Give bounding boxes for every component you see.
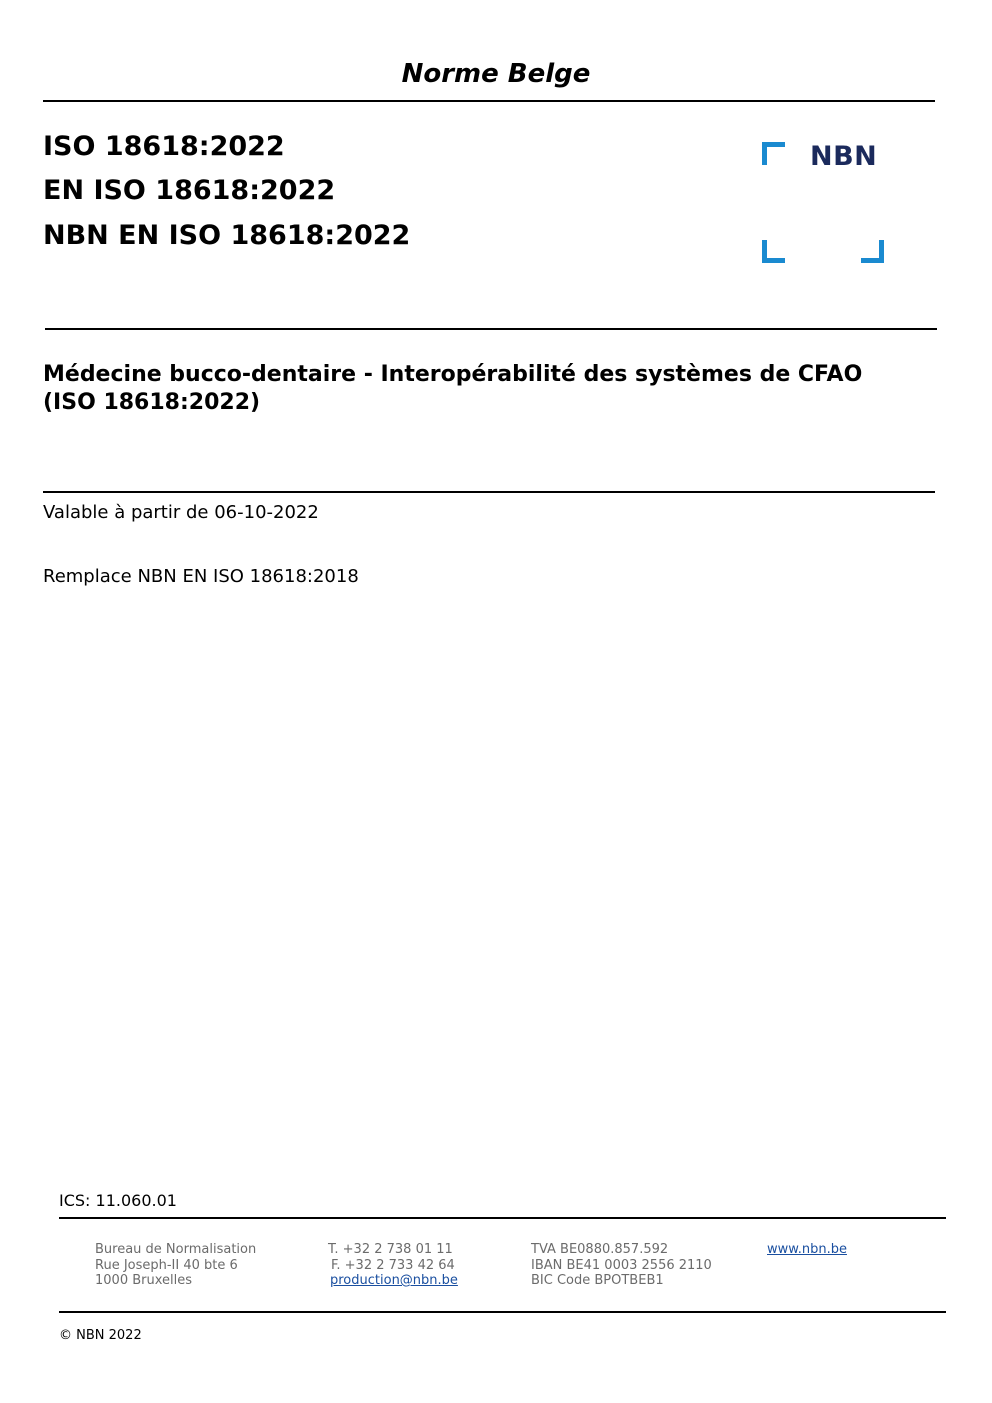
footer-address-line: 1000 Bruxelles <box>95 1273 193 1288</box>
logo-wordmark: NBN <box>810 141 878 172</box>
nbn-logo <box>762 142 884 263</box>
footer-divider-bottom <box>59 1311 946 1313</box>
footer-website-link[interactable]: www.nbn.be <box>767 1242 847 1257</box>
standard-code-nbn-en-iso: NBN EN ISO 18618:2022 <box>43 220 411 251</box>
replaces-text: Remplace NBN EN ISO 18618:2018 <box>43 566 359 587</box>
copyright-text: © NBN 2022 <box>59 1328 142 1343</box>
footer-fax: F. +32 2 733 42 64 <box>331 1257 455 1273</box>
valid-from-text: Valable à partir de 06-10-2022 <box>43 502 319 523</box>
footer-phone: T. +32 2 738 01 11 <box>328 1242 453 1257</box>
footer-address <box>95 1242 256 1289</box>
title-divider-bottom <box>43 491 935 493</box>
footer-email-link[interactable]: production@nbn.be <box>330 1273 458 1288</box>
footer-bic: BIC Code BPOTBEB1 <box>531 1273 664 1288</box>
footer-vat: TVA BE0880.857.592 <box>531 1242 669 1257</box>
footer-web <box>767 1242 847 1258</box>
logo-corner-bottom-left <box>762 240 785 263</box>
logo-corner-bottom-right <box>861 240 884 263</box>
document-title: Médecine bucco-dentaire - Interopérabilité des systèmes de CFAO (ISO 18618:2022) <box>43 362 863 415</box>
footer-address-line: Bureau de Normalisation <box>95 1242 257 1257</box>
standard-code-en-iso: EN ISO 18618:2022 <box>43 175 336 206</box>
title-divider-top <box>45 328 937 330</box>
footer-iban: IBAN BE41 0003 2556 2110 <box>531 1257 712 1273</box>
page-header-title: Norme Belge <box>401 59 591 89</box>
footer-address-line: Rue Joseph-II 40 bte 6 <box>95 1257 238 1273</box>
standard-code-iso: ISO 18618:2022 <box>43 131 285 162</box>
logo-corner-top-left <box>762 142 785 165</box>
header-divider <box>43 100 935 102</box>
footer-contact <box>328 1242 458 1289</box>
footer-bank <box>531 1242 712 1289</box>
footer-divider-top <box>59 1217 946 1219</box>
ics-code: ICS: 11.060.01 <box>59 1191 177 1210</box>
